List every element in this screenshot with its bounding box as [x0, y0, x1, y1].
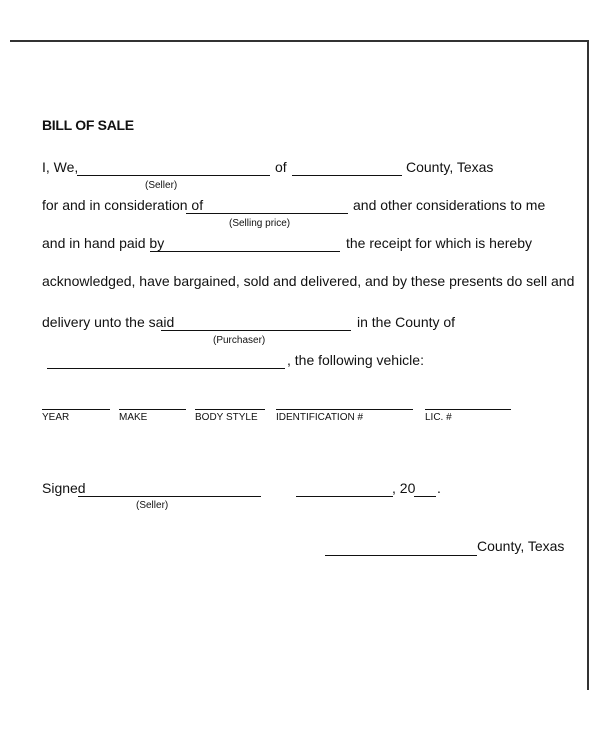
acknowledged-text: acknowledged, have bargained, sold and delivered, and by these presents do sell and: [42, 273, 575, 289]
identification-label: IDENTIFICATION #: [276, 412, 364, 423]
lic-blank[interactable]: [425, 409, 511, 410]
purchaser-county-blank[interactable]: [47, 368, 285, 369]
following-vehicle-label: , the following vehicle:: [287, 352, 424, 368]
seller-signature-blank[interactable]: [78, 496, 261, 497]
county-texas-label: County, Texas: [406, 159, 494, 175]
year-label: YEAR: [42, 412, 70, 423]
signature-date-blank[interactable]: [296, 496, 393, 497]
paid-by-label: and in hand paid by: [42, 235, 165, 251]
seller-name-blank[interactable]: [77, 175, 270, 176]
page-border-right: [587, 40, 589, 690]
body-style-label: BODY STYLE: [195, 412, 258, 423]
seller-intro-label: I, We,: [42, 159, 79, 175]
year-prefix-label: , 20: [392, 480, 416, 496]
make-label: MAKE: [119, 412, 148, 423]
seller-caption: (Seller): [145, 180, 178, 191]
footer-county-label: County, Texas: [477, 538, 565, 554]
seller-county-blank[interactable]: [292, 175, 402, 176]
purchaser-caption: (Purchaser): [213, 335, 266, 346]
year-blank[interactable]: [42, 409, 110, 410]
year-period-label: .: [437, 480, 441, 496]
page-border-top: [10, 40, 588, 42]
purchaser-name-blank[interactable]: [161, 330, 351, 331]
year-suffix-blank[interactable]: [414, 496, 436, 497]
signed-label: Signed: [42, 480, 86, 496]
document-title: BILL OF SALE: [42, 117, 134, 133]
other-considerations-label: and other considerations to me: [353, 197, 546, 213]
selling-price-caption: (Selling price): [229, 218, 291, 229]
of-label: of: [275, 159, 287, 175]
purchaser-paid-blank[interactable]: [150, 251, 340, 252]
footer-county-blank[interactable]: [325, 555, 477, 556]
identification-blank[interactable]: [276, 409, 413, 410]
lic-label: LIC. #: [425, 412, 452, 423]
consideration-label: for and in consideration of: [42, 197, 204, 213]
delivery-label: delivery unto the said: [42, 314, 175, 330]
body-style-blank[interactable]: [195, 409, 265, 410]
make-blank[interactable]: [119, 409, 186, 410]
receipt-label: the receipt for which is hereby: [346, 235, 532, 251]
signature-seller-caption: (Seller): [136, 500, 169, 511]
county-of-label: in the County of: [357, 314, 456, 330]
selling-price-blank[interactable]: [186, 213, 348, 214]
